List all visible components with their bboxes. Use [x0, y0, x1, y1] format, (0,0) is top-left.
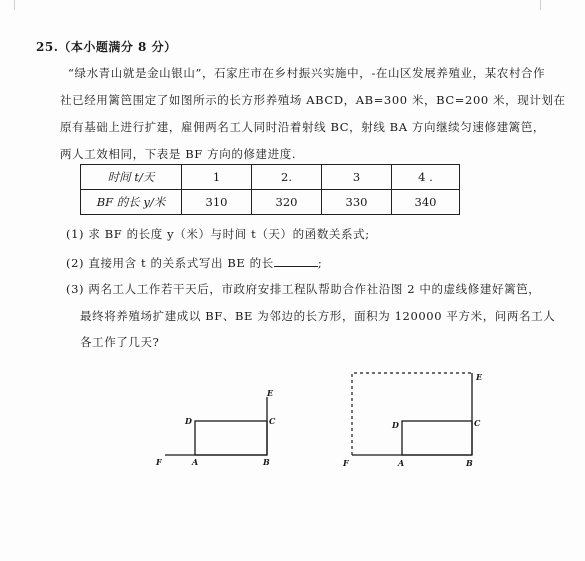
fig2-label-f: F — [343, 458, 349, 468]
subquestion-2-text: (2) 直接用含 t 的关系式写出 BE 的长 — [66, 256, 274, 270]
table-cell-day: 3 — [322, 165, 392, 190]
table-cell-day: 4 . — [392, 165, 460, 190]
fig2-label-e: E — [476, 372, 483, 382]
fig1-label-e: E — [267, 388, 274, 398]
subquestion-3-line-3: 各工作了几天? — [80, 335, 160, 349]
question-title: 25.（本小题满分 8 分） — [36, 40, 177, 54]
problem-line-2: 社已经用篱笆围定了如图所示的长方形养殖场 ABCD，AB=300 米，BC=200 米，现计划在 — [60, 93, 566, 107]
fig1-label-c: C — [269, 416, 276, 426]
fig1-label-f: F — [156, 457, 162, 467]
fig2-label-c: C — [474, 418, 481, 428]
problem-line-3: 原有基础上进行扩建，雇佣两名工人同时沿着射线 BC，射线 BA 方向继续匀速修建篱笆， — [60, 120, 545, 134]
fig1-label-a: A — [192, 457, 199, 467]
fig2-label-a: A — [398, 458, 405, 468]
table-cell-day: 1 — [182, 165, 252, 190]
subquestion-2-end: ; — [317, 256, 323, 270]
table-cell-length: 310 — [182, 190, 252, 215]
fig2-label-d: D — [392, 420, 399, 430]
subquestion-3-line-1: (3) 两名工人工作若干天后，市政府安排工程队帮助合作社沿图 2 中的虚线修建好篱笆， — [66, 282, 541, 296]
subquestion-3-line-2: 最终将养殖场扩建成以 BF、BE 为邻边的长方形，面积为 120000 平方米，问两名工人 — [80, 309, 556, 323]
fig2-rect-abcd — [402, 421, 472, 455]
fig2-label-b: B — [466, 458, 473, 468]
table-cell-length: 340 — [392, 190, 460, 215]
figure-2 — [352, 373, 472, 455]
figure-1 — [165, 397, 267, 455]
problem-line-4: 两人工效相同，下表是 BF 方向的修建进度. — [60, 147, 297, 161]
fig2-dashed-fence — [352, 373, 472, 455]
table-cell-length: 330 — [322, 190, 392, 215]
fig1-label-d: D — [185, 416, 192, 426]
fig1-label-b: B — [263, 457, 270, 467]
table-cell-length: 320 — [252, 190, 322, 215]
table-header-time: 时间 t/天 — [81, 165, 182, 190]
table-header-length: BF 的长 y/米 — [81, 190, 182, 215]
problem-line-1: “绿水青山就是金山银山”，石家庄市在乡村振兴实施中，-在山区发展养殖业，某农村合作 — [68, 66, 546, 80]
fig1-rect-abcd — [195, 421, 267, 455]
table-cell-day: 2. — [252, 165, 322, 190]
subquestion-1: (1) 求 BF 的长度 y（米）与时间 t（天）的函数关系式; — [66, 227, 370, 241]
